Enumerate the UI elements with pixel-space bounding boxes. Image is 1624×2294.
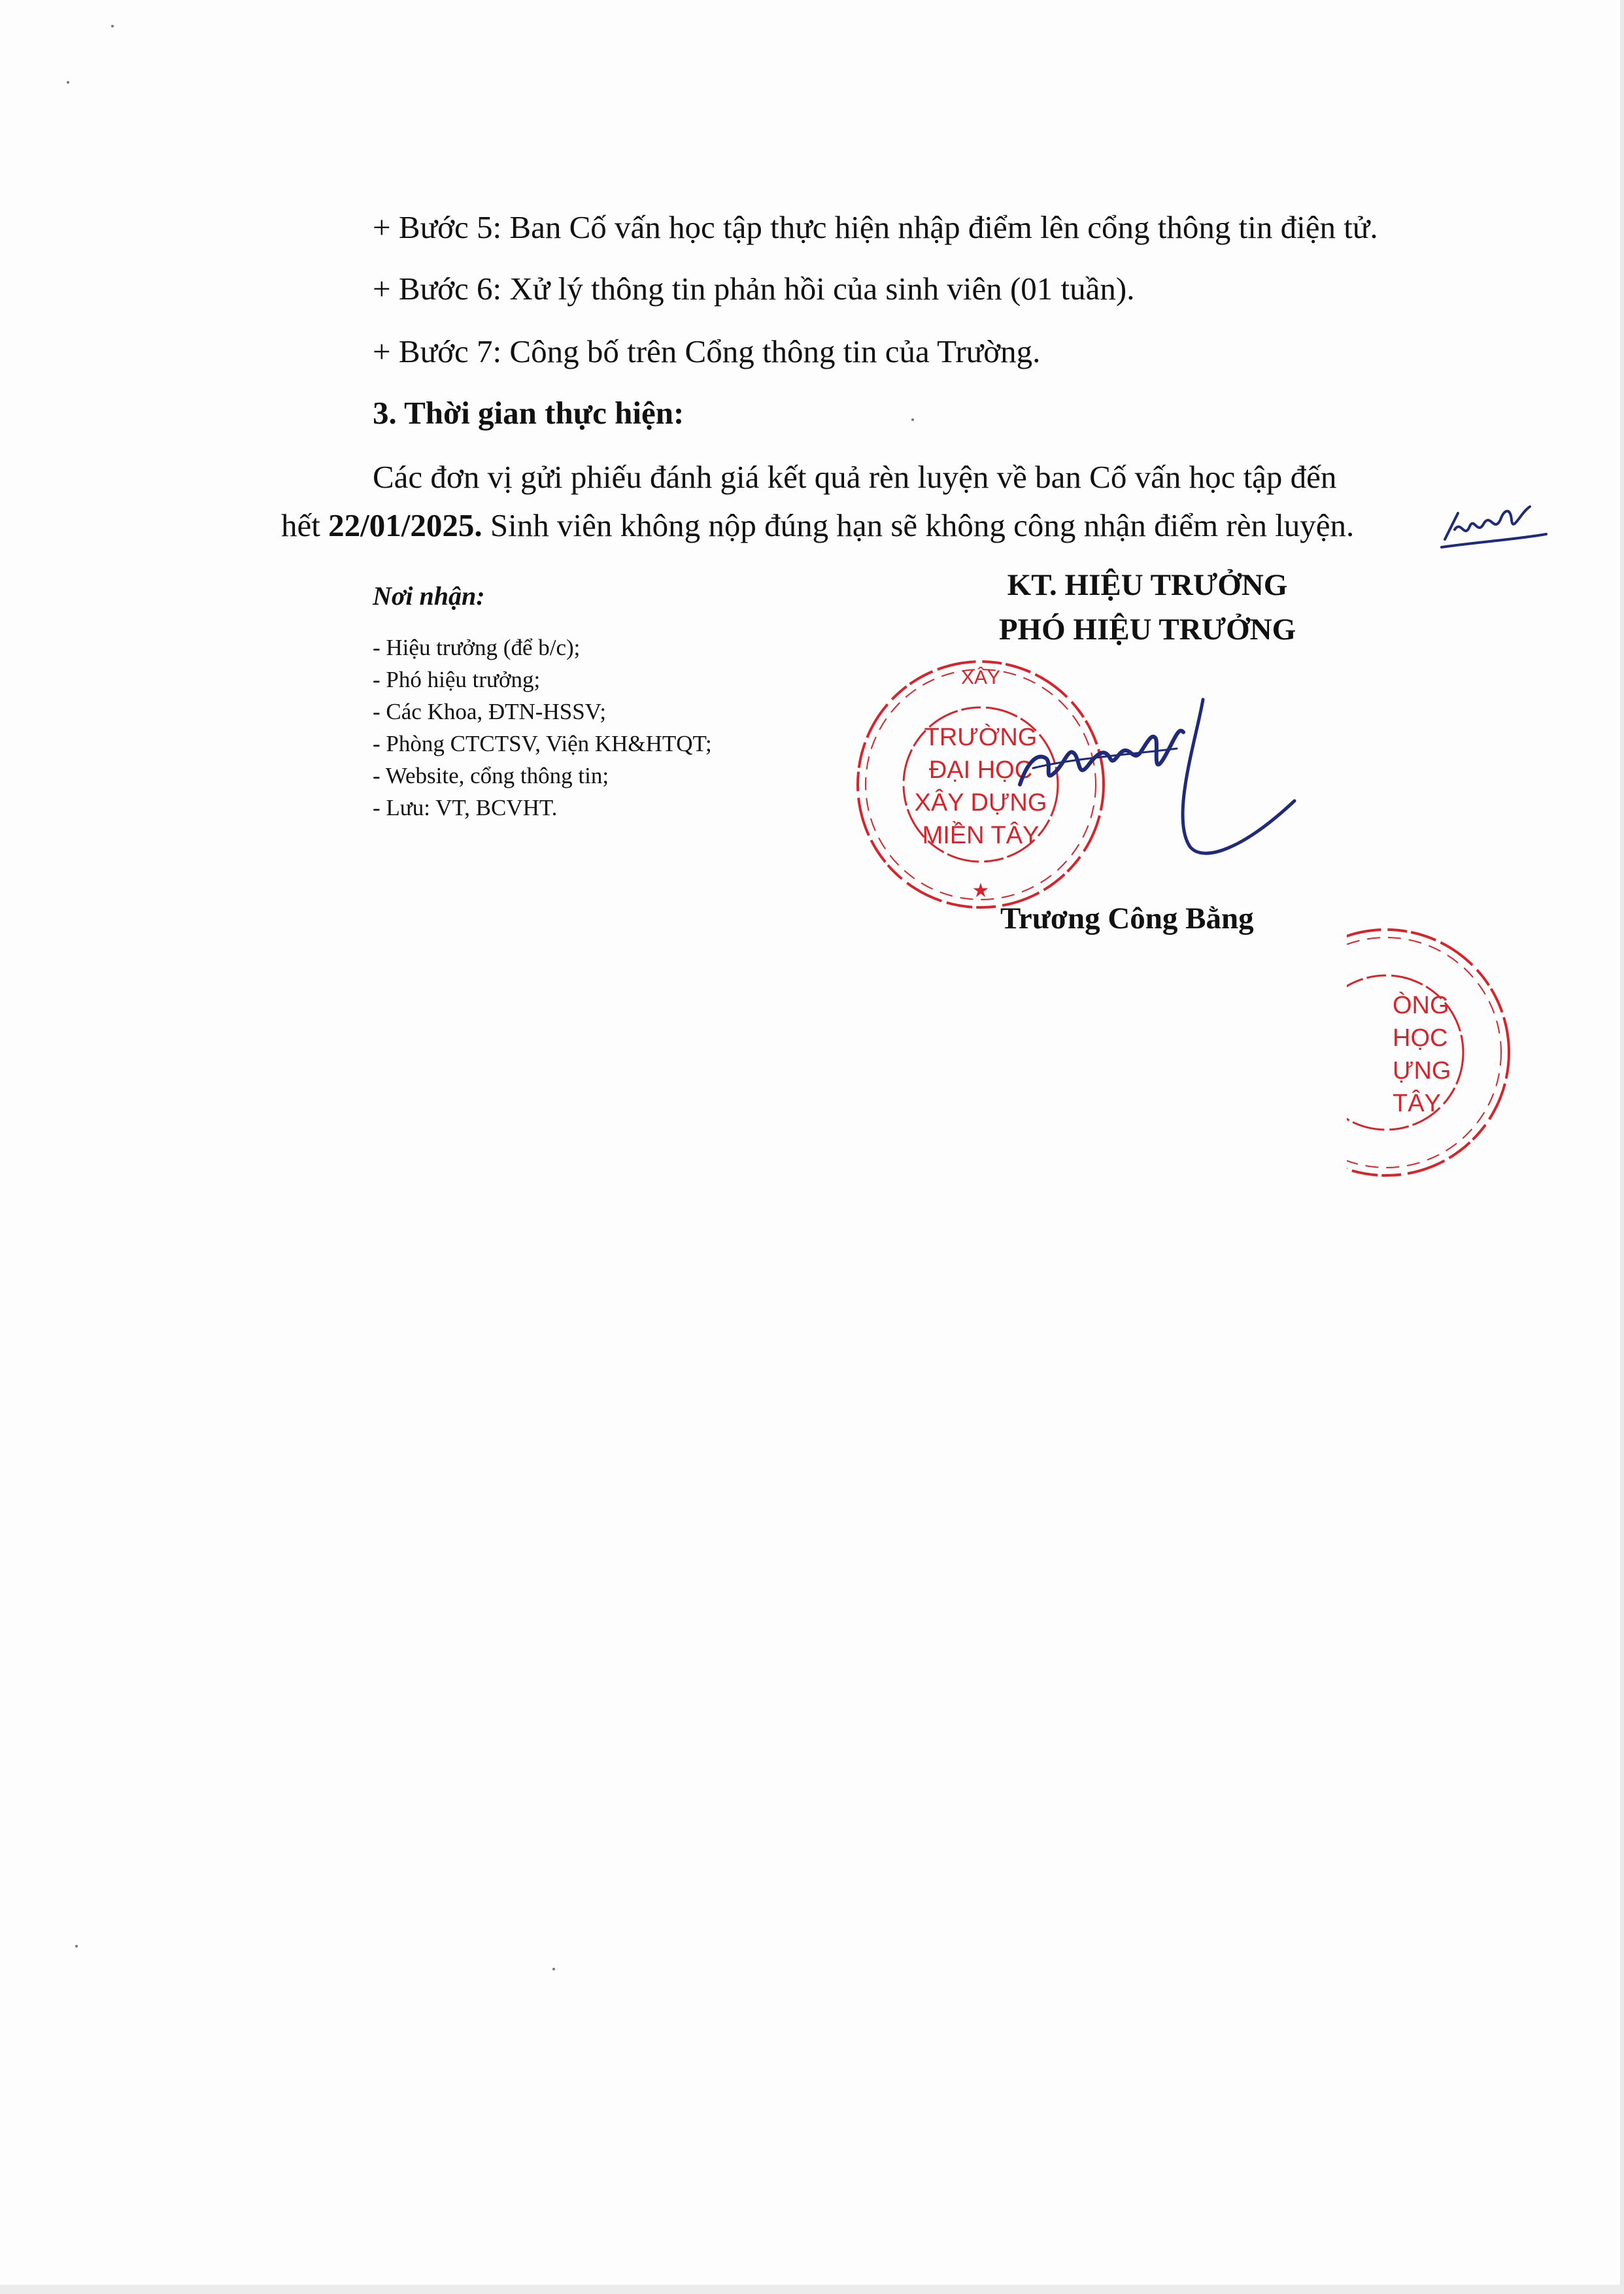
recipient-item: - Hiệu trưởng (để b/c); <box>373 635 581 660</box>
recipients-title: Nơi nhận: <box>373 581 485 611</box>
scan-edge-right <box>1620 0 1624 2294</box>
recipient-item: - Các Khoa, ĐTN-HSSV; <box>373 699 607 724</box>
svg-text:★: ★ <box>972 879 990 902</box>
deadline-date: 22/01/2025. <box>328 507 482 543</box>
sign-title-line-1: KT. HIỆU TRƯỞNG <box>1007 568 1288 602</box>
paragraph-line-2-prefix: hết <box>281 507 329 543</box>
scan-speck <box>67 81 69 84</box>
seal-line-2: ĐẠI HỌC <box>928 756 1033 784</box>
recipient-item: - Website, cổng thông tin; <box>373 763 609 788</box>
seal-line-1: TRƯỜNG <box>924 724 1038 751</box>
scan-speck <box>75 1945 78 1948</box>
svg-text:ÒNG: ÒNG <box>1393 992 1449 1019</box>
step-5-text: + Bước 5: Ban Cố vấn học tập thực hiện nhập điểm lên cổng thông tin điện tử. <box>373 209 1378 245</box>
scan-edge-bottom <box>0 2285 1624 2294</box>
partial-seal-right <box>1347 909 1543 1196</box>
recipient-item: - Phòng CTCTSV, Viện KH&HTQT; <box>373 731 712 756</box>
section-3-heading: 3. Thời gian thực hiện: <box>373 395 685 431</box>
scan-speck <box>111 25 114 27</box>
recipient-item: - Lưu: VT, BCVHT. <box>373 795 558 820</box>
handwritten-signature <box>1007 686 1308 863</box>
initials-mark <box>1438 494 1549 552</box>
seal-line-3: XÂY DỰNG <box>914 789 1047 817</box>
recipient-item: - Phó hiệu trưởng; <box>373 667 541 692</box>
svg-text:TÂY: TÂY <box>1393 1090 1441 1117</box>
svg-text:ỰNG: ỰNG <box>1393 1057 1451 1085</box>
scan-speck <box>911 418 914 421</box>
seal-text-top: XÂY <box>960 667 1001 688</box>
step-7-text: + Bước 7: Công bố trên Cổng thông tin của Trường. <box>373 333 1041 369</box>
paragraph-line-2-suffix: Sinh viên không nộp đúng hạn sẽ không công nhận điểm rèn luyện. <box>482 507 1355 543</box>
paragraph-line-2 <box>281 506 1354 545</box>
recipients-list <box>373 632 712 824</box>
svg-text:HỌC: HỌC <box>1393 1024 1448 1052</box>
signer-name: Trương Công Bằng <box>1000 902 1254 936</box>
sign-title-line-2: PHÓ HIỆU TRƯỞNG <box>998 613 1296 647</box>
scan-speck <box>552 1968 555 1970</box>
seal-line-4: MIỀN TÂY <box>922 822 1040 849</box>
step-6-text: + Bước 6: Xử lý thông tin phản hồi của sinh viên (01 tuần). <box>373 271 1135 307</box>
paragraph-line-1: Các đơn vị gửi phiếu đánh giá kết quả rèn luyện về ban Cố vấn học tập đến <box>373 459 1337 495</box>
